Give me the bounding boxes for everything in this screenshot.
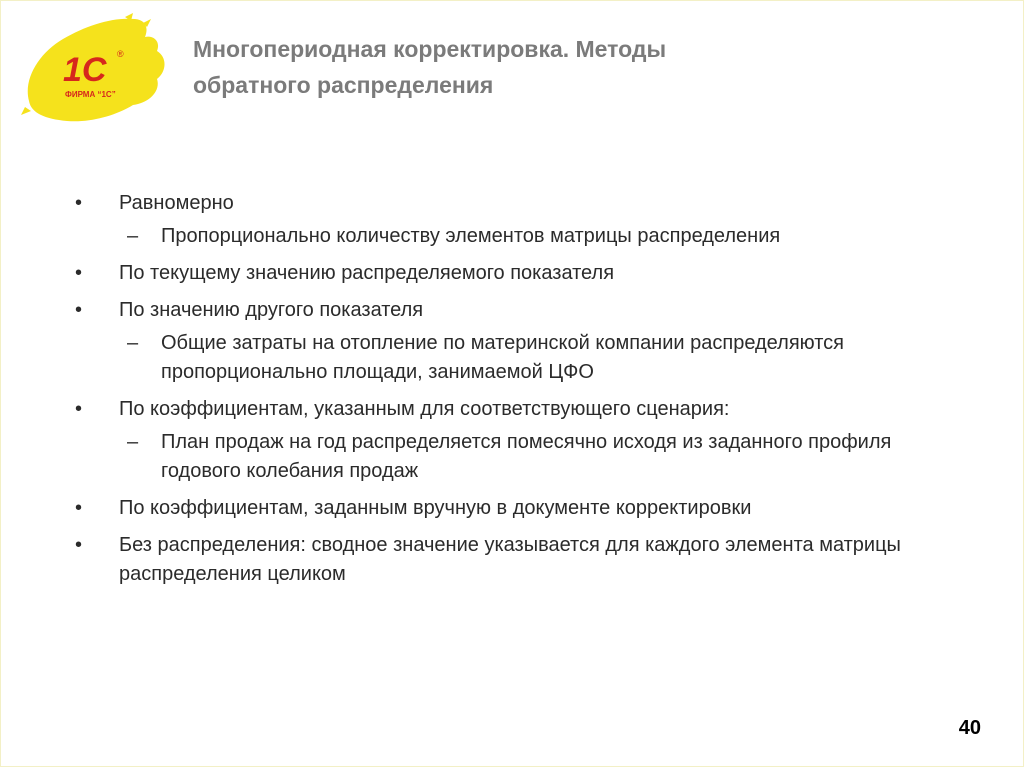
logo-mark: 1С	[63, 51, 107, 89]
logo-registered: ®	[117, 49, 124, 59]
bullet-text: Без распределения: сводное значение указывается для каждого элемента матрицы распределения целиком	[119, 534, 901, 585]
bullet-marker: •	[75, 262, 83, 284]
page-number: 40	[958, 717, 981, 739]
bullet-item	[71, 395, 971, 424]
bullet-text: По текущему значению распределяемого показателя	[119, 262, 615, 284]
bullet-item	[71, 494, 971, 523]
sub-bullet-item	[71, 428, 971, 486]
bullet-marker: •	[75, 497, 83, 519]
bullet-text: По коэффициентам, указанным для соответствующего сценария:	[119, 398, 730, 420]
sub-bullet-text: План продаж на год распределяется помесячно исходя из заданного профиля годового колебания продаж	[161, 431, 892, 482]
sub-bullet-item	[71, 329, 971, 387]
slide-title-line-2: обратного распределения	[193, 72, 494, 98]
sub-bullet-text: Общие затраты на отопление по материнской компании распределяются пропорционально площади, занимаемой ЦФО	[161, 332, 844, 383]
bullet-text: По коэффициентам, заданным вручную в документе корректировки	[119, 497, 752, 519]
slide-title-line-1: Многопериодная корректировка. Методы	[193, 36, 667, 62]
bullet-marker: •	[75, 192, 83, 214]
sub-bullet-text: Пропорционально количеству элементов матрицы распределения	[161, 225, 781, 247]
bullet-text: По значению другого показателя	[119, 299, 424, 321]
1c-logo	[21, 13, 171, 131]
bullet-marker: •	[75, 534, 83, 556]
bullet-marker: •	[75, 398, 83, 420]
sub-bullet-item	[71, 222, 971, 251]
dash-marker: –	[127, 431, 139, 453]
bullet-list	[71, 189, 971, 589]
bullet-item	[71, 189, 971, 218]
bullet-text: Равномерно	[119, 192, 234, 214]
bullet-marker: •	[75, 299, 83, 321]
logo-caption: ФИРМА “1С”	[65, 90, 116, 99]
dash-marker: –	[127, 225, 139, 247]
slide-title	[193, 31, 893, 103]
bullet-item	[71, 296, 971, 325]
bullet-item	[71, 531, 971, 589]
bullet-item	[71, 259, 971, 288]
dash-marker: –	[127, 332, 139, 354]
